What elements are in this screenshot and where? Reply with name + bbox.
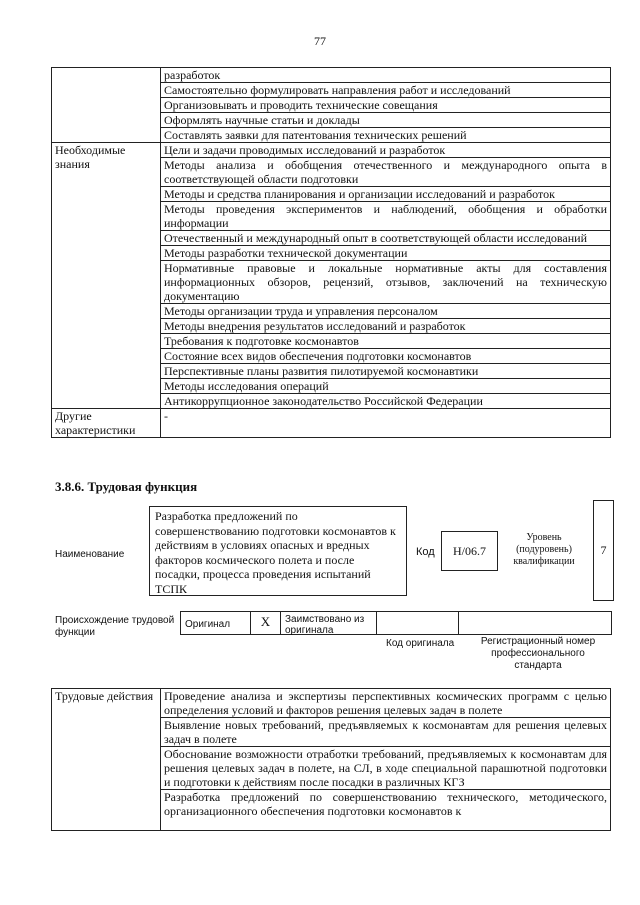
list-item: Нормативные правовые и локальные нормативные акты для составления информационных обзоров, рецензий, отзывов, заключений на техническую документацию bbox=[161, 261, 611, 304]
name-label: Наименование bbox=[55, 549, 125, 560]
code-original-caption: Код оригинала bbox=[386, 638, 455, 649]
other-characteristics-label: Другие характеристики bbox=[52, 409, 161, 438]
list-item: Составлять заявки для патентования технических решений bbox=[161, 128, 611, 143]
labor-actions-table bbox=[51, 688, 611, 831]
list-item: Отечественный и международный опыт в соответствующей области исследований bbox=[161, 231, 611, 246]
list-item: разработок bbox=[161, 68, 611, 83]
list-item: Антикоррупционное законодательство Российской Федерации bbox=[161, 394, 611, 409]
list-item: Выявление новых требований, предъявляемых к космонавтам для решения целевых задач в полете bbox=[161, 718, 611, 747]
list-item: Обоснование возможности отработки требований, предъявляемых к космонавтам для решения целевых задач в полете, на СЛ, в ходе специальной парашютной подготовки и подготовки к действиям после посадки в различных КГЗ bbox=[161, 747, 611, 790]
reg-number-caption: Регистрационный номер профессионального стандарта bbox=[480, 636, 596, 671]
list-item: Методы организации труда и управления персоналом bbox=[161, 304, 611, 319]
list-item: Цели и задачи проводимых исследований и разработок bbox=[161, 143, 611, 158]
level-value: 7 bbox=[593, 500, 614, 601]
list-item: Организовывать и проводить технические совещания bbox=[161, 98, 611, 113]
section-title: 3.8.6. Трудовая функция bbox=[55, 479, 198, 494]
list-item: Методы и средства планирования и организации исследований и разработок bbox=[161, 187, 611, 202]
function-name-box: Разработка предложений по совершенствованию подготовки космонавтов к действиям в условиях опасных и вредных факторов космического полета и после посадки, процесса проведения испытаний ТСПК bbox=[149, 506, 407, 596]
level-label: Уровень (подуровень) квалификации bbox=[513, 532, 575, 567]
code-label: Код bbox=[416, 546, 435, 558]
list-item: Самостоятельно формулировать направления работ и исследований bbox=[161, 83, 611, 98]
borrowed-label: Заимствовано из оригинала bbox=[281, 612, 377, 634]
list-item: Методы внедрения результатов исследований и разработок bbox=[161, 319, 611, 334]
table-row bbox=[52, 689, 611, 718]
list-item: Методы разработки технической документации bbox=[161, 246, 611, 261]
origin-label: Происхождение трудовой функции bbox=[55, 615, 175, 638]
knowledge-label: Необходимые знания bbox=[52, 143, 161, 409]
list-item: Перспективные планы развития пилотируемой космонавтики bbox=[161, 364, 611, 379]
list-item: Состояние всех видов обеспечения подготовки космонавтов bbox=[161, 349, 611, 364]
list-item: Проведение анализа и экспертизы перспективных космических программ с целью определения условий и факторов решения целевых задач в полете bbox=[161, 689, 611, 718]
labor-actions-label: Трудовые действия bbox=[52, 689, 161, 831]
page-number: 77 bbox=[314, 34, 326, 48]
other-characteristics-value: - bbox=[161, 409, 611, 438]
original-mark: X bbox=[251, 612, 281, 634]
list-item: Разработка предложений по совершенствованию технического, методического, организационного обеспечения подготовки космонавтов к bbox=[161, 790, 611, 831]
list-item: Оформлять научные статьи и доклады bbox=[161, 113, 611, 128]
list-item: Методы проведения экспериментов и наблюдений, обобщения и обработки информации bbox=[161, 202, 611, 231]
list-item: Требования к подготовке космонавтов bbox=[161, 334, 611, 349]
list-item: Методы исследования операций bbox=[161, 379, 611, 394]
list-item: Методы анализа и обобщения отечественного и международного опыта в соответствующей области подготовки bbox=[161, 158, 611, 187]
code-value: Н/06.7 bbox=[441, 531, 498, 571]
original-label: Оригинал bbox=[181, 612, 251, 634]
